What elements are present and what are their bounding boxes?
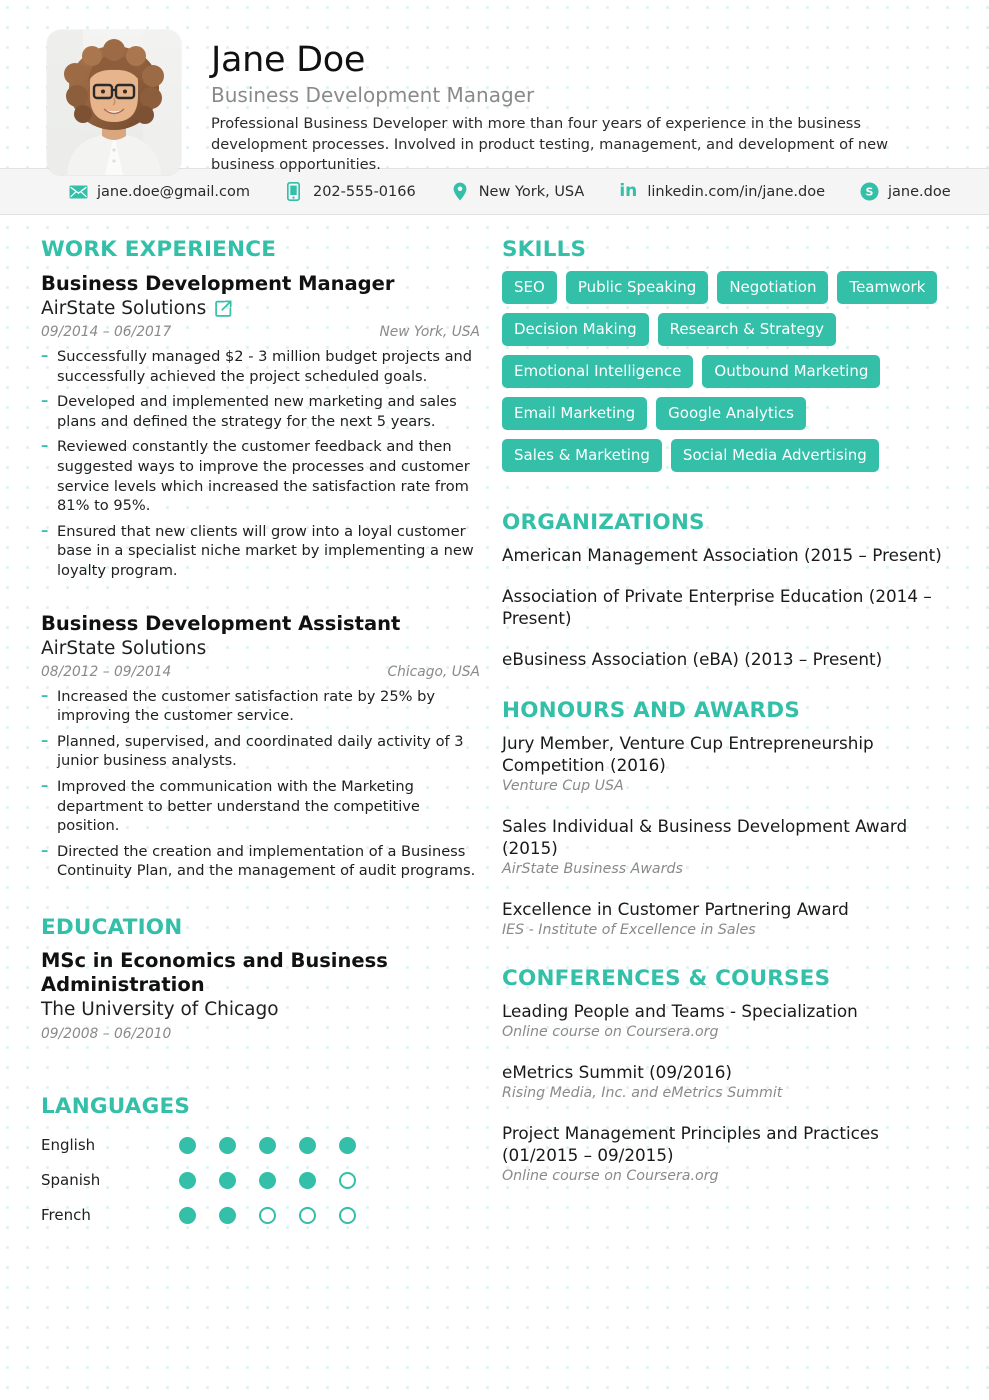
rating-dot xyxy=(299,1172,316,1189)
section-heading-education: EDUCATION xyxy=(41,914,183,940)
contact-value-phone: 202-555-0166 xyxy=(312,183,416,200)
language-rating xyxy=(179,1207,379,1224)
job-company-name: AirState Solutions xyxy=(41,298,207,319)
conference-title: Leading People and Teams - Specialization xyxy=(502,1001,858,1021)
skill-tag[interactable]: Emotional Intelligence xyxy=(502,355,693,388)
skill-tag[interactable]: Negotiation xyxy=(717,271,828,304)
rating-dot xyxy=(339,1137,356,1154)
skill-tag[interactable]: Email Marketing xyxy=(502,397,647,430)
skill-tag[interactable]: Decision Making xyxy=(502,313,649,346)
job-bullet: – Reviewed constantly the customer feedback and then suggested ways to improve the processes and customer service levels which increased the satisfaction rate from 81% to 95%. xyxy=(41,437,480,515)
job-location: Chicago, USA xyxy=(387,663,480,680)
language-list xyxy=(41,1128,480,1233)
organization-title: Association of Private Enterprise Education (2014 – Present) xyxy=(502,586,932,628)
job-meta xyxy=(41,324,480,340)
conference-subtitle: Online course on Coursera.org xyxy=(502,1168,719,1184)
section-heading-honours-and-awards: HONOURS AND AWARDS xyxy=(502,698,801,723)
job-bullet: – Developed and implemented new marketing and sales plans and defined the strategy for the next 5 years. xyxy=(41,392,480,431)
rating-dot xyxy=(339,1207,356,1224)
language-row xyxy=(41,1128,480,1163)
job-company-name: AirState Solutions xyxy=(41,637,207,659)
header-text-block xyxy=(211,30,949,176)
conference-subtitle: Online course on Coursera.org xyxy=(502,1024,719,1040)
rating-dot xyxy=(299,1207,316,1224)
job-role: Business Development Assistant xyxy=(41,611,401,635)
job-bullet: – Improved the communication with the Marketing department to better understand the competitive position. xyxy=(41,777,480,836)
job-company-row xyxy=(41,296,480,321)
work-experience-entry xyxy=(41,611,480,881)
rating-dot xyxy=(219,1207,236,1224)
skill-tag[interactable]: SEO xyxy=(502,271,557,304)
page-title: Jane Doe xyxy=(211,40,366,80)
job-bullet: – Ensured that new clients will grow into a loyal customer base in a specialist niche market by implementing a new loyalty program. xyxy=(41,522,480,581)
resume-header xyxy=(0,0,989,173)
contact-item-email[interactable] xyxy=(68,182,250,202)
contact-value-linkedin: linkedin.com/in/jane.doe xyxy=(647,183,825,200)
contact-item-location[interactable] xyxy=(450,182,585,202)
language-rating xyxy=(179,1172,379,1189)
skills-list xyxy=(502,271,955,481)
rating-dot xyxy=(219,1172,236,1189)
conference-title: Project Management Principles and Practices (01/2015 – 09/2015) xyxy=(502,1123,879,1165)
education-entry xyxy=(41,949,480,1042)
contact-item-skype[interactable] xyxy=(859,182,951,202)
job-dates: 08/2012 – 09/2014 xyxy=(41,663,172,680)
conference-title: eMetrics Summit (09/2016) xyxy=(502,1062,732,1082)
external-link-icon[interactable] xyxy=(215,300,232,317)
skype-icon xyxy=(859,182,879,202)
award-entry xyxy=(502,732,955,796)
section-heading-work-experience: WORK EXPERIENCE xyxy=(41,237,277,262)
rating-dot xyxy=(259,1137,276,1154)
award-subtitle: IES - Institute of Excellence in Sales xyxy=(502,922,756,938)
conference-subtitle: Rising Media, Inc. and eMetrics Summit xyxy=(502,1085,783,1101)
job-bullet-list xyxy=(41,687,480,881)
job-dates: 09/2014 – 06/2017 xyxy=(41,324,172,340)
organization-title: eBusiness Association (eBA) (2013 – Present) xyxy=(502,649,883,669)
education-dates: 09/2008 – 06/2010 xyxy=(41,1025,172,1042)
award-title: Sales Individual & Business Development Award (2015) xyxy=(502,816,908,858)
job-bullet-list xyxy=(41,347,480,581)
education-school: The University of Chicago xyxy=(41,998,279,1020)
award-entry xyxy=(502,815,955,879)
left-column xyxy=(0,215,500,1233)
portrait-photo-icon xyxy=(47,30,181,175)
language-rating xyxy=(179,1137,379,1154)
skill-tag[interactable]: Google Analytics xyxy=(656,397,806,430)
section-heading-languages: LANGUAGES xyxy=(41,1093,191,1119)
job-bullet: – Planned, supervised, and coordinated daily activity of 3 junior business analysts. xyxy=(41,732,480,771)
header-summary: Professional Business Developer with more than four years of experience in the business development processes. Involved in product testing, management, and development of new business opportunities. xyxy=(211,115,889,173)
job-bullet: – Successfully managed $2 - 3 million budget projects and successfully achieved the project scheduled goals. xyxy=(41,347,480,386)
work-experience-entry xyxy=(41,271,480,581)
job-location: New York, USA xyxy=(379,324,480,340)
rating-dot xyxy=(219,1137,236,1154)
skill-tag[interactable]: Teamwork xyxy=(837,271,937,304)
skill-tag[interactable]: Social Media Advertising xyxy=(671,439,879,472)
skill-tag[interactable]: Sales & Marketing xyxy=(502,439,662,472)
organization-entry xyxy=(502,585,955,629)
language-row xyxy=(41,1163,480,1198)
rating-dot xyxy=(179,1207,196,1224)
award-subtitle: AirState Business Awards xyxy=(502,861,683,877)
organization-title: American Management Association (2015 – Present) xyxy=(502,545,942,565)
award-entry xyxy=(502,898,955,940)
svg-text:S: S xyxy=(865,185,873,199)
header-job-title: Business Development Manager xyxy=(211,83,535,107)
organization-entry xyxy=(502,544,955,566)
contact-item-phone[interactable] xyxy=(284,182,416,202)
job-bullet: – Increased the customer satisfaction rate by 25% by improving the customer service. xyxy=(41,687,480,726)
linkedin-icon: in xyxy=(619,181,638,201)
resume-body xyxy=(0,215,989,1233)
education-degree: MSc in Economics and Business Administration xyxy=(41,948,388,996)
job-company-row xyxy=(41,636,480,661)
conference-entry xyxy=(502,1000,955,1042)
location-pin-icon xyxy=(450,182,470,202)
rating-dot xyxy=(259,1172,276,1189)
email-icon xyxy=(68,182,88,202)
award-title: Excellence in Customer Partnering Award xyxy=(502,899,849,919)
language-name: English xyxy=(41,1136,96,1155)
contact-value-email: jane.doe@gmail.com xyxy=(97,183,250,200)
contact-item-linkedin[interactable] xyxy=(618,182,825,202)
conference-entry xyxy=(502,1061,955,1103)
skill-tag[interactable]: Research & Strategy xyxy=(658,313,836,346)
skill-tag[interactable]: Outbound Marketing xyxy=(702,355,880,388)
contact-value-location: New York, USA xyxy=(478,183,585,200)
award-title: Jury Member, Venture Cup Entrepreneurship Competition (2016) xyxy=(502,733,874,775)
phone-icon xyxy=(284,182,304,202)
right-column xyxy=(500,215,989,1233)
organization-entry xyxy=(502,648,955,670)
rating-dot xyxy=(179,1172,196,1189)
conference-entry xyxy=(502,1122,955,1186)
section-heading-conferences-and-courses: CONFERENCES & COURSES xyxy=(502,966,831,991)
rating-dot xyxy=(259,1207,276,1224)
language-name: French xyxy=(41,1206,91,1225)
job-bullet: – Directed the creation and implementation of a Business Continuity Plan, and the management of audit programs. xyxy=(41,842,480,881)
rating-dot xyxy=(299,1137,316,1154)
rating-dot xyxy=(179,1137,196,1154)
job-role: Business Development Manager xyxy=(41,272,395,295)
section-heading-skills: SKILLS xyxy=(502,237,587,262)
job-meta xyxy=(41,664,480,680)
avatar xyxy=(47,30,181,175)
contact-value-skype: jane.doe xyxy=(888,183,951,200)
language-name: Spanish xyxy=(41,1171,101,1190)
language-row xyxy=(41,1198,480,1233)
section-heading-organizations: ORGANIZATIONS xyxy=(502,510,705,535)
rating-dot xyxy=(339,1172,356,1189)
award-subtitle: Venture Cup USA xyxy=(502,778,624,794)
skill-tag[interactable]: Public Speaking xyxy=(566,271,709,304)
